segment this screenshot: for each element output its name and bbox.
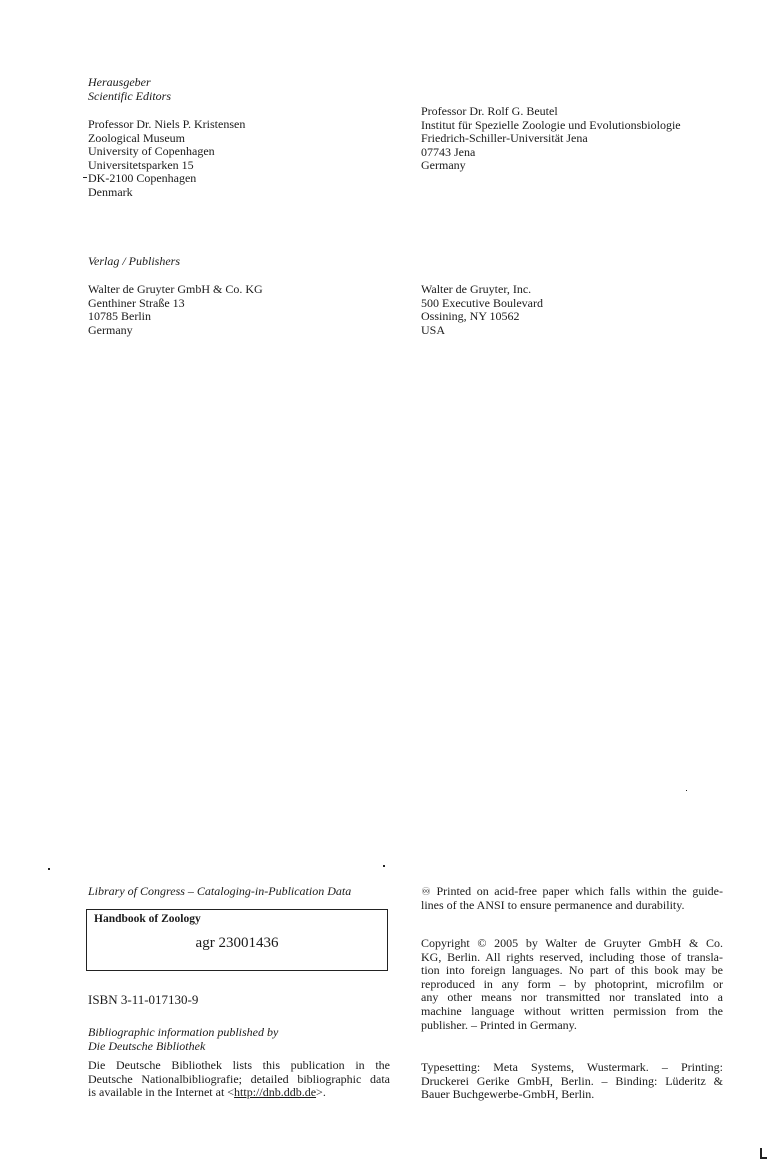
paragraph-line: KG, Berlin. All rights reserved, including those of transla- (421, 949, 723, 964)
address-line: Germany (88, 322, 133, 337)
address-line: Professor Dr. Niels P. Kristensen (88, 117, 246, 131)
bibliographic-heading-line: Bibliographic information published by (88, 1025, 279, 1039)
scan-speck (48, 868, 50, 870)
address-line: Professor Dr. Rolf G. Beutel (421, 104, 558, 118)
address-line: USA (421, 322, 446, 337)
production-credits (421, 1061, 723, 1102)
dnb-link-prefix: is available in the Internet at < (88, 1085, 235, 1100)
cip-record-number: agr 23001436 (195, 935, 279, 951)
corner-crop-mark (760, 1157, 767, 1159)
paragraph-line: lines of the ANSI to ensure permanence and durability. (421, 897, 685, 912)
address-line: Institut für Spezielle Zoologie und Evolutionsbiologie (421, 117, 681, 132)
paragraph-line: Druckerei Gerike GmbH, Berlin. – Binding: Lüderitz & (421, 1073, 723, 1088)
address-line: Walter de Gruyter GmbH & Co. KG (88, 282, 263, 296)
paragraph-line: Die Deutsche Bibliothek lists this publication in the (88, 1058, 390, 1072)
address-line: 10785 Berlin (88, 309, 151, 324)
editor-beutel-address (421, 105, 681, 173)
address-line: Universitetsparken 15 (88, 157, 194, 172)
paragraph-line: Deutsche Nationalbibliografie; detailed bibliographic data (88, 1071, 390, 1086)
dnb-link[interactable]: http://dnb.ddb.de (234, 1085, 317, 1100)
acid-free-line-text: Printed on acid-free paper which falls within the guide- (436, 884, 723, 898)
paragraph-line: Typesetting: Meta Systems, Wustermark. – Printing: (421, 1060, 723, 1074)
paragraph-line: machine language without written permission from the (421, 1003, 723, 1018)
address-line: Ossining, NY 10562 (421, 309, 520, 324)
editors-heading (88, 76, 171, 103)
publisher-usa-address (421, 283, 543, 337)
address-line: Genthiner Straße 13 (88, 295, 185, 310)
publisher-berlin-address (88, 283, 263, 337)
address-line: Friedrich-Schiller-Universität Jena (421, 131, 588, 146)
paragraph-line: tion into foreign languages. No part of this book may be (421, 963, 723, 978)
paragraph-line: Copyright © 2005 by Walter de Gruyter GmbH & Co. (421, 936, 723, 950)
paragraph-line: reproduced in any form – by photoprint, microfilm or (421, 976, 723, 991)
paragraph-line (88, 1086, 390, 1100)
scan-speck (686, 790, 687, 791)
dnb-link-suffix: >. (316, 1085, 326, 1100)
editors-heading-english: Scientific Editors (88, 88, 171, 103)
cip-data-box (86, 909, 388, 971)
paragraph-line: Bauer Buchgewerbe-GmbH, Berlin. (421, 1087, 595, 1102)
acid-free-notice (421, 885, 723, 912)
address-line: 500 Executive Boulevard (421, 295, 543, 310)
address-line: 07743 Jena (421, 144, 476, 159)
address-line: Denmark (88, 184, 133, 199)
paragraph-line (421, 885, 723, 899)
copyright-notice (421, 937, 723, 1032)
bibliographic-info-heading (88, 1026, 278, 1053)
bibliographic-heading-line: Die Deutsche Bibliothek (88, 1038, 206, 1053)
publishers-heading: Verlag / Publishers (88, 254, 180, 268)
cip-title: Handbook of Zoology (94, 913, 201, 925)
editors-heading-german: Herausgeber (88, 75, 151, 89)
isbn: ISBN 3-11-017130-9 (88, 992, 199, 1007)
address-line: Walter de Gruyter, Inc. (421, 282, 532, 296)
editor-kristensen-address (88, 118, 245, 200)
address-line: University of Copenhagen (88, 144, 215, 159)
address-line: Germany (421, 158, 466, 173)
paragraph-line: publisher. – Printed in Germany. (421, 1017, 577, 1032)
loc-cip-heading: Library of Congress – Cataloging-in-Publication Data (88, 884, 352, 898)
acid-free-paper-icon: ♾ (421, 885, 431, 898)
paragraph-line: any other means nor transmitted nor translated into a (421, 990, 723, 1005)
address-line: Zoological Museum (88, 130, 185, 145)
scan-speck (83, 177, 87, 178)
address-line: DK-2100 Copenhagen (88, 171, 197, 186)
scan-speck (383, 865, 385, 867)
bibliographic-info-text (88, 1059, 390, 1100)
